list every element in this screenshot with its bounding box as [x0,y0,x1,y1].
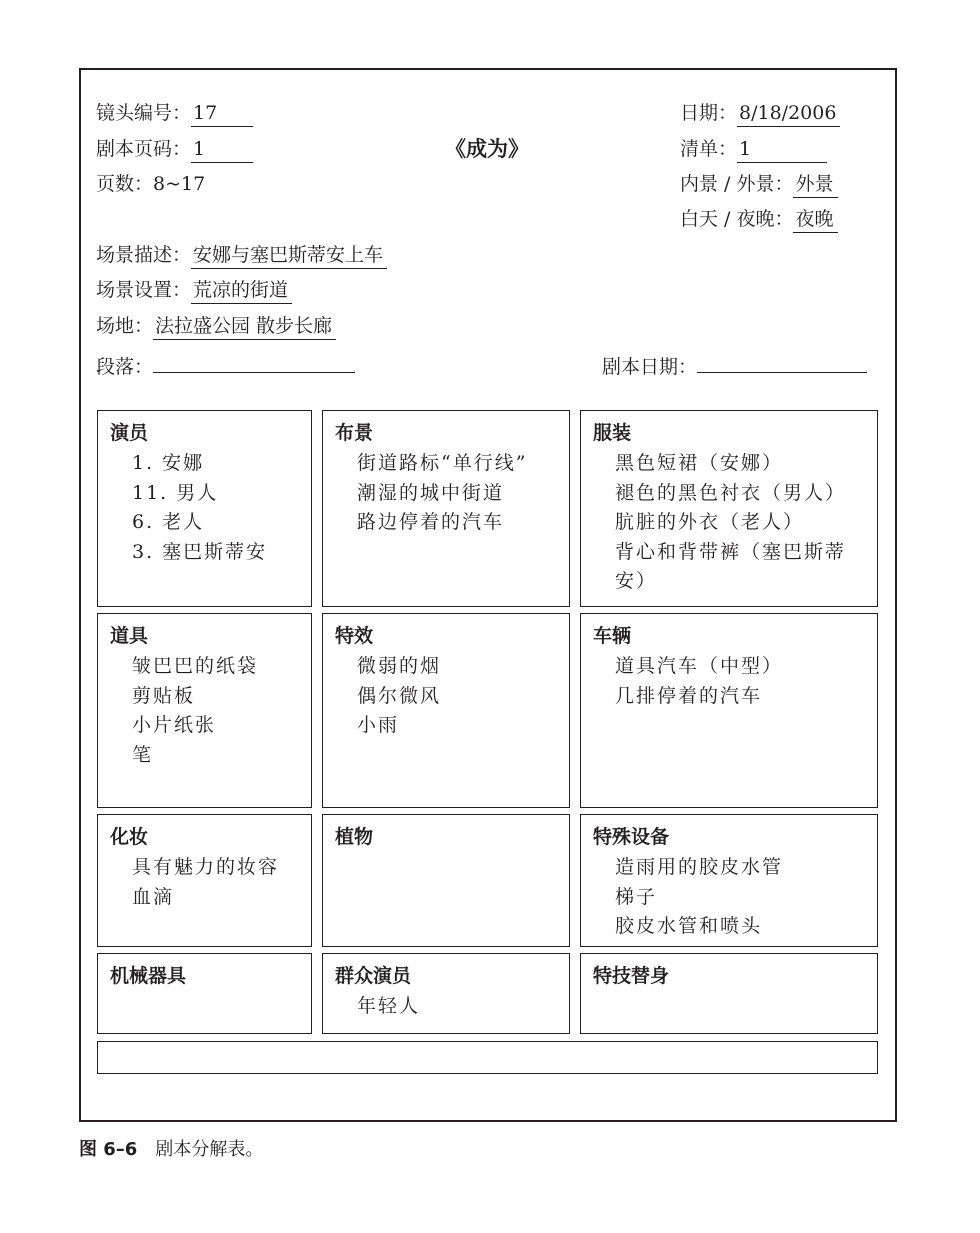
script-page-value: 1 [191,137,253,163]
props-items [132,652,307,770]
list-item: 皱巴巴的纸袋 [132,655,259,677]
costume-box [580,410,878,607]
list-item: 1. 安娜 [132,452,205,474]
script-date-value [697,349,867,373]
page-count-label: 页数： [96,173,154,195]
list-item: 褪色的黑色衬衣（男人） [615,481,847,504]
shot-number-value: 17 [191,101,253,127]
list-item: 黑色短裙（安娜） [615,452,784,474]
paragraph-value [153,349,355,373]
paragraph-field [96,349,355,379]
shot-number-label: 镜头编号： [96,102,192,124]
day-night-label: 白天 / 夜晚： [680,208,794,230]
list-item: 小片纸张 [132,714,217,736]
stunts-box [580,953,878,1034]
form-title: 《成为》 [445,137,529,161]
int-ext-value: 外景 [793,172,837,198]
notes-box [97,1041,878,1074]
list-item: 11. 男人 [132,481,219,504]
list-item: 造雨用的胶皮水管 [615,856,784,878]
list-item: 肮脏的外衣（老人） [615,511,805,533]
script-date-field [602,349,867,379]
figure-caption [79,1138,263,1162]
sfx-box [322,613,570,808]
list-item: 潮湿的城中街道 [357,481,505,504]
vehicles-title: 车辆 [593,625,632,647]
extras-items [357,992,565,1022]
list-item: 年轻人 [357,995,421,1017]
scene-description-field [96,243,387,269]
scene-setting-value: 荒凉的街道 [191,278,292,304]
int-ext-field [680,172,838,198]
special-equipment-title: 特殊设备 [593,826,670,848]
list-field [680,137,827,163]
scene-setting-label: 场景设置： [96,279,192,301]
makeup-items [132,853,307,912]
cast-box [97,410,312,607]
list-item: 6. 老人 [132,511,205,533]
scene-description-label: 场景描述： [96,244,192,266]
int-ext-label: 内景 / 外景： [680,173,794,195]
list-item: 血滴 [132,885,175,908]
figure-number: 图 6–6 [79,1139,138,1160]
mechanical-title: 机械器具 [110,965,187,987]
list-item: 几排停着的汽车 [615,684,763,707]
list-item: 背心和背带裤（塞巴斯蒂安） [615,540,847,592]
special-equipment-items [615,853,873,942]
set-title: 布景 [335,422,374,444]
list-item: 偶尔微风 [357,684,442,707]
scene-description-value: 安娜与塞巴斯蒂安上车 [191,243,387,269]
page-count-field [96,172,205,196]
list-item: 笔 [132,743,154,766]
list-item: 梯子 [615,885,658,908]
special-equipment-box [580,814,878,947]
list-item: 具有魅力的妆容 [132,856,280,878]
list-item: 3. 塞巴斯蒂安 [132,540,268,563]
scene-setting-field [96,278,292,304]
plants-box [322,814,570,947]
props-box [97,613,312,808]
list-item: 小雨 [357,714,400,736]
location-field [96,314,336,340]
cast-title: 演员 [110,422,149,444]
location-label: 场地： [96,315,154,337]
list-item: 道具汽车（中型） [615,655,784,677]
script-date-label: 剧本日期： [602,356,698,378]
list-value: 1 [737,137,827,163]
makeup-box [97,814,312,947]
date-label: 日期： [680,102,738,124]
list-item: 剪贴板 [132,684,196,707]
list-item: 胶皮水管和喷头 [615,915,763,937]
location-value: 法拉盛公园 散步长廊 [153,314,336,340]
costume-title: 服装 [593,422,632,444]
stunts-title: 特技替身 [593,965,670,987]
page-count-value: 8~17 [153,173,206,195]
cast-items [132,449,307,567]
set-items [357,449,565,538]
date-value: 8/18/2006 [737,101,840,127]
sfx-title: 特效 [335,625,374,647]
costume-items [615,449,873,597]
extras-box [322,953,570,1034]
plants-title: 植物 [335,826,374,848]
day-night-field [680,207,838,233]
script-page-field [96,137,253,163]
shot-number-field [96,101,253,127]
vehicles-box [580,613,878,808]
mechanical-box [97,953,312,1034]
list-label: 清单： [680,138,738,160]
props-title: 道具 [110,625,149,647]
vehicles-items [615,652,873,711]
script-page-label: 剧本页码： [96,138,192,160]
day-night-value: 夜晚 [793,207,837,233]
list-item: 街道路标“单行线” [357,452,528,474]
makeup-title: 化妆 [110,826,149,848]
sfx-items [357,652,565,741]
figure-caption-text: 剧本分解表。 [155,1139,264,1160]
set-box [322,410,570,607]
date-field [680,101,840,127]
extras-title: 群众演员 [335,965,412,987]
paragraph-label: 段落： [96,356,154,378]
list-item: 微弱的烟 [357,655,442,677]
list-item: 路边停着的汽车 [357,511,505,533]
